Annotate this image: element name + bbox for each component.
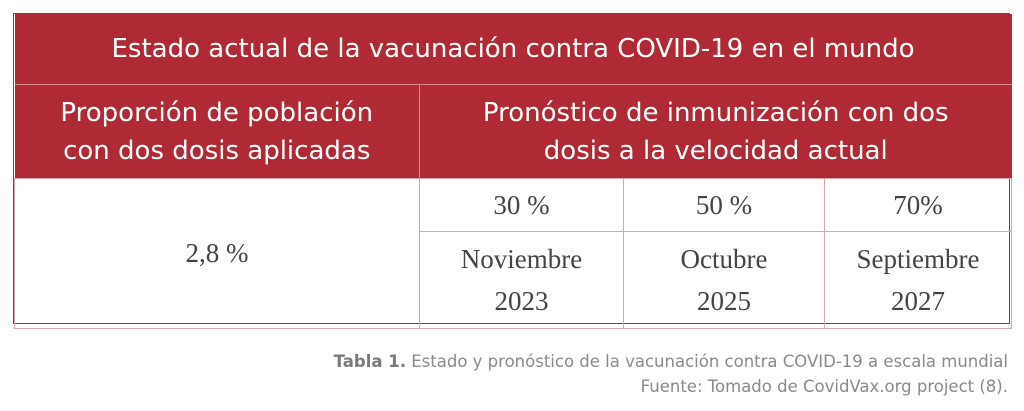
forecast-month: Noviembre bbox=[460, 244, 583, 274]
header-forecast bbox=[420, 85, 1012, 179]
forecast-month: Septiembre bbox=[856, 244, 980, 274]
header-forecast-line-2: dosis a la velocidad actual bbox=[543, 135, 888, 166]
forecast-year: 2025 bbox=[697, 286, 751, 316]
proportion-value: 2,8 % bbox=[15, 179, 420, 329]
forecast-year: 2023 bbox=[494, 286, 549, 316]
table-title-row bbox=[15, 14, 1012, 85]
header-proportion-line-2: con dos dosis aplicadas bbox=[63, 135, 371, 166]
forecast-year: 2027 bbox=[891, 286, 945, 316]
caption-source: Fuente: Tomado de CovidVax.org project (8). bbox=[640, 377, 1008, 396]
caption-text: Estado y pronóstico de la vacunación contra COVID-19 a escala mundial bbox=[406, 352, 1008, 371]
table-header-row bbox=[15, 85, 1012, 179]
header-proportion bbox=[15, 85, 420, 179]
forecast-percent-50: 50 % bbox=[624, 179, 825, 232]
forecast-date-70 bbox=[825, 232, 1012, 329]
table-caption bbox=[334, 349, 1008, 399]
forecast-date-50 bbox=[624, 232, 825, 329]
caption-line-1 bbox=[334, 349, 1008, 374]
vaccination-table bbox=[14, 14, 1012, 329]
forecast-percent-30: 30 % bbox=[420, 179, 624, 232]
caption-label: Tabla 1. bbox=[333, 352, 407, 371]
vaccination-table-container bbox=[13, 13, 1010, 324]
header-forecast-line-1: Pronóstico de inmunización con dos bbox=[482, 97, 949, 128]
forecast-month: Octubre bbox=[680, 244, 768, 274]
header-proportion-line-1: Proporción de población bbox=[60, 97, 374, 128]
forecast-date-30 bbox=[420, 232, 624, 329]
table-row-percentages bbox=[15, 179, 1012, 232]
forecast-percent-70: 70% bbox=[825, 179, 1012, 232]
table-title: Estado actual de la vacunación contra COVID-19 en el mundo bbox=[15, 14, 1012, 85]
